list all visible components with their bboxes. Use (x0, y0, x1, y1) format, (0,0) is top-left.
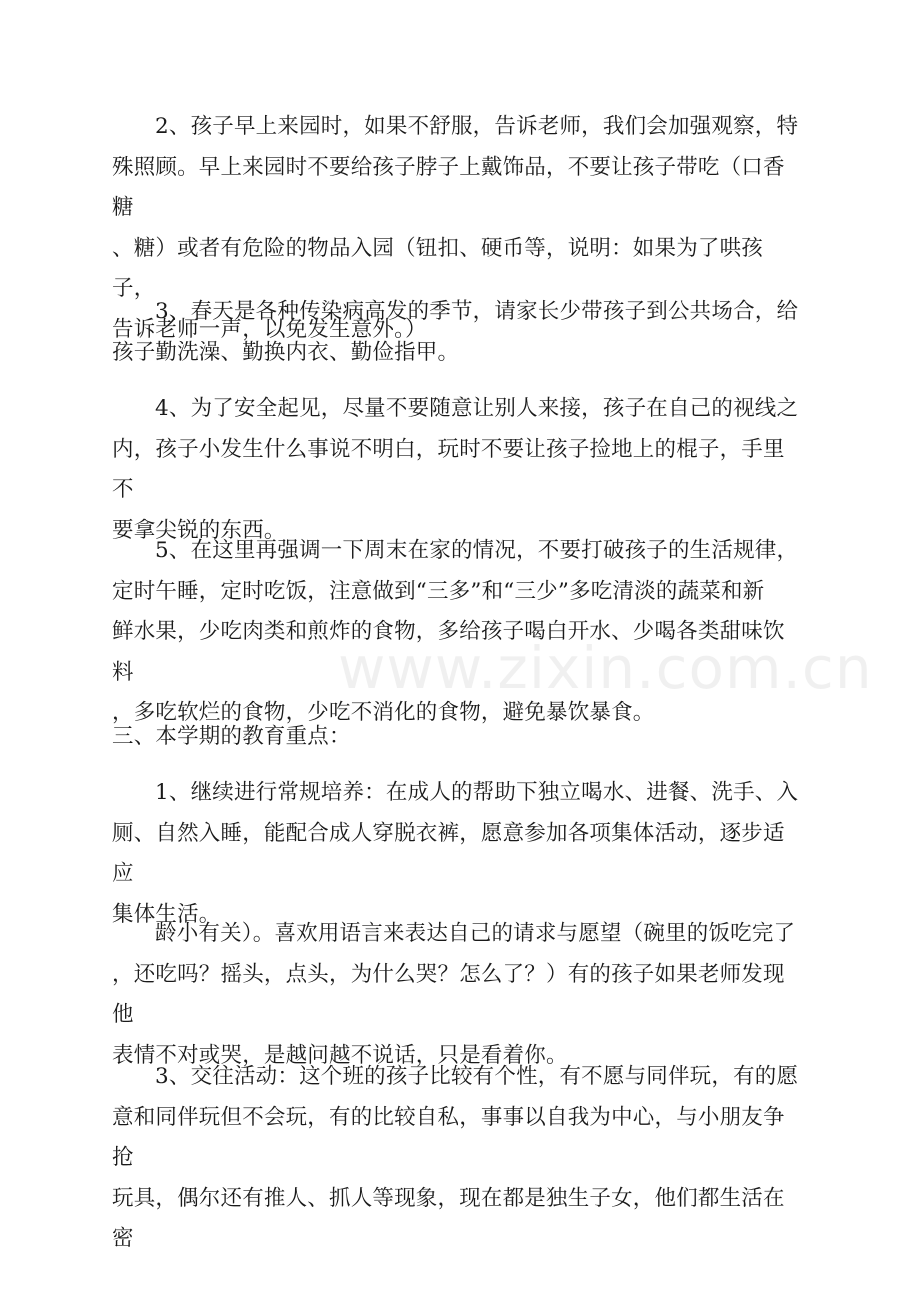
education-item-1 (112, 773, 806, 935)
paragraph-line: 龄小有关）。喜欢用语言来表达自己的请求与愿望（碗里的饭吃完了 (155, 921, 796, 946)
paragraph-item-4 (112, 389, 806, 551)
section-heading-text: 三、本学期的教育重点： (112, 724, 351, 749)
paragraph-line: 孩子勤洗澡、勤换内衣、勤俭指甲。 (112, 339, 460, 365)
paragraph-line: 、糖）或者有危险的物品入园（钮扣、硬币等，说明：如果为了哄孩子， (112, 235, 764, 301)
paragraph-line: 玩具，偶尔还有推人、抓人等现象，现在都是独生子女，他们都生活在密 (112, 1185, 785, 1251)
paragraph-line: 告诉老师一声，以免发生意外。） (112, 316, 427, 342)
section-heading (112, 717, 806, 758)
paragraph-item-5 (112, 531, 806, 734)
paragraph-item-3 (112, 292, 806, 373)
paragraph-line: ，多吃软烂的食物，少吃不消化的食物，避免暴饮暴食。 (112, 700, 655, 725)
paragraph-line: 3、交往活动：这个班的孩子比较有个性，有不愿与同伴玩，有的愿 (155, 1064, 799, 1089)
paragraph-line: 3、春天是各种传染病高发的季节，请家长少带孩子到公共场合，给 (155, 299, 799, 324)
paragraph-line: 集体生活。 (112, 901, 221, 927)
education-item-2 (112, 914, 806, 1076)
paragraph-line: 殊照顾。早上来园时不要给孩子脖子上戴饰品，不要让孩子带吃（口香糖 (112, 154, 785, 220)
paragraph-line: 表情不对或哭，是越问越不说话，只是看着你。 (112, 1042, 568, 1068)
paragraph-line: 4、为了安全起见，尽量不要随意让别人来接，孩子在自己的视线之 (155, 396, 799, 421)
paragraph-line: 1、继续进行常规培养：在成人的帮助下独立喝水、进餐、洗手、入 (155, 780, 799, 805)
paragraph-line: 意和同伴玩但不会玩，有的比较自私，事事以自我为中心，与小朋友争抢 (112, 1104, 785, 1170)
paragraph-line: 2、孩子早上来园时，如果不舒服，告诉老师，我们会加强观察，特 (155, 114, 799, 139)
paragraph-line: 内，孩子小发生什么事说不明白，玩时不要让孩子捡地上的棍子，手里不 (112, 436, 785, 502)
paragraph-line: 定时午睡，定时吃饭，注意做到“三多”和“三少”多吃清淡的蔬菜和新 (112, 578, 765, 604)
education-item-3 (112, 1057, 806, 1260)
paragraph-line: 厕、自然入睡，能配合成人穿脱衣裤，愿意参加各项集体活动，逐步适应 (112, 820, 785, 886)
paragraph-line: 鲜水果，少吃肉类和煎炸的食物，多给孩子喝白开水、少喝各类甜味饮料 (112, 619, 785, 685)
paragraph-line: ，还吃吗？摇头，点头，为什么哭？怎么了？）有的孩子如果老师发现他 (112, 961, 785, 1027)
paragraph-line: 要拿尖锐的东西。 (112, 517, 286, 543)
paragraph-line: 5、在这里再强调一下周末在家的情况，不要打破孩子的生活规律， (155, 538, 799, 563)
watermark: www.zixin.com.cn (338, 634, 873, 702)
